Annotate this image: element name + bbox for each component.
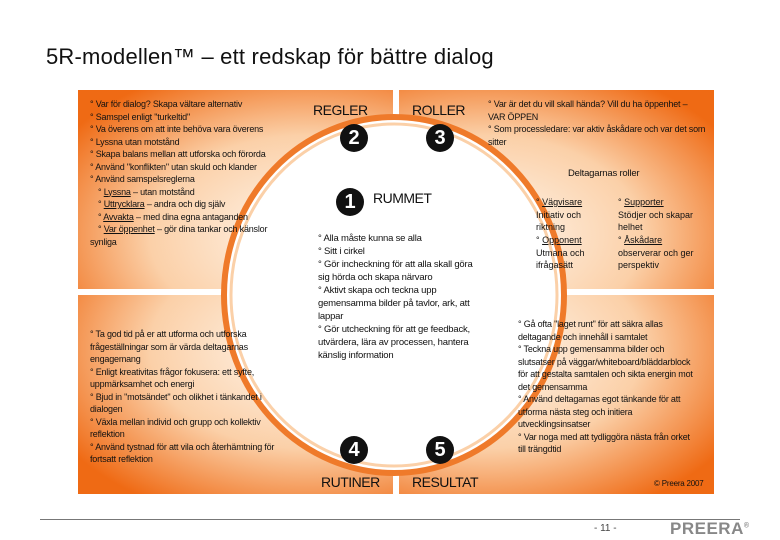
regler-line: ° Va överens om att inte behöva vara överens	[90, 124, 264, 134]
rummet-line: ° Sitt i cirkel	[318, 246, 365, 257]
rutiner-line: ° Ta god tid på er att utforma och utforska	[90, 329, 247, 339]
resultat-line: ° Gå ofta "laget runt" för att säkra allas	[518, 319, 663, 329]
rutiner-line: ° Enligt kreativitas frågor fokusera: ett syfte,	[90, 366, 255, 377]
rummet-line: utvärdera, lära av processen, hantera	[318, 337, 469, 348]
resultat-line: deltagande och innehåll i samtalet	[518, 331, 648, 342]
regler-line: ° Samspel enligt "turkeltid"	[90, 111, 190, 122]
number-5-badge: 5	[426, 436, 454, 464]
role-opponent: ° Opponent Utmana och ifrågasätt	[536, 235, 585, 270]
rutiner-line: ° Växla mellan individ och grupp och kollektiv	[90, 416, 261, 427]
rutiner-line: engagemang	[90, 354, 141, 364]
rutiner-line: fortsatt reflektion	[90, 454, 153, 464]
preera-logo: PREERA®	[670, 519, 750, 538]
rutiner-line: ° Använd tystnad för att vila och återhämtning för	[90, 441, 275, 452]
regler-sub-item: ° Lyssna – utan motstånd	[98, 186, 195, 197]
rummet-line: ° Gör utcheckning för att ge feedback,	[318, 324, 470, 335]
rummet-line: lappar	[318, 311, 344, 322]
rummet-text	[318, 232, 473, 362]
role-supporter: ° Supporter Stödjer och skapar helhet	[618, 197, 694, 232]
rummet-line: sig hörda och skapa närvaro	[318, 272, 433, 283]
page-number: - 11 -	[594, 523, 617, 534]
roller-line: sitter	[488, 136, 507, 147]
roller-line: VAR ÖPPEN	[488, 111, 539, 122]
resultat-line: utforma nästa steg och initiera	[518, 406, 633, 417]
role-vagvisare: ° Vägvisare Initiativ och riktning	[536, 197, 583, 232]
page-title: 5R-modellen™ – ett redskap för bättre dialog	[46, 44, 494, 69]
copyright-note: © Preera 2007	[654, 479, 704, 488]
resultat-line: ° Var noga med att tydliggöra nästa från orket	[518, 431, 690, 442]
rutiner-line: reflektion	[90, 429, 125, 439]
regler-line: ° Var för dialog? Skapa vältare alternativ	[90, 99, 243, 109]
resultat-text	[518, 318, 693, 456]
resultat-line: det gemensamma	[518, 381, 588, 392]
rummet-line: ° Alla måste kunna se alla	[318, 233, 422, 244]
regler-line: ° Använd "konflikten" utan skuld och klander	[90, 161, 257, 172]
regler-line: ° Skapa balans mellan att utforska och förorda	[90, 149, 266, 159]
rutiner-line: ° Bjud in "motsändet" och olikhet i tänkandet i	[90, 391, 262, 402]
number-2-badge: 2	[340, 124, 368, 152]
deltagarnas-roller-label: Deltagarnas roller	[568, 168, 640, 179]
rutiner-text	[90, 328, 274, 466]
role-askadare: ° Åskådare observerar och ger perspektiv	[618, 235, 694, 270]
number-3-badge: 3	[426, 124, 454, 152]
regler-text	[90, 98, 267, 248]
heading-regler: REGLER	[313, 102, 368, 118]
resultat-line: ° Använd deltagarnas egot tänkande för att	[518, 394, 681, 404]
resultat-line: för att gestalta samtalen och sikta energin mot	[518, 369, 693, 379]
rutiner-line: uppmärksamhet och energi	[90, 379, 195, 389]
regler-sub-item: ° Avvakta – med dina egna antaganden	[98, 211, 248, 222]
footer-divider	[40, 519, 740, 520]
heading-resultat: RESULTAT	[412, 474, 479, 490]
rutiner-line: frågeställningar som är värda deltagarnas	[90, 341, 248, 352]
resultat-line: slutsatser på väggar/whiteboard/bläddarblock	[518, 356, 691, 367]
rummet-line: känslig information	[318, 350, 394, 361]
rummet-line: ° Gör incheckning för att alla skall göra	[318, 259, 473, 270]
heading-rummet: RUMMET	[373, 190, 432, 206]
roller-line: ° Som processledare: var aktiv åskådare och var det som	[488, 124, 706, 134]
regler-sub-item: ° Uttrycklara – andra och dig själv	[98, 199, 226, 209]
number-1-badge: 1	[336, 188, 364, 216]
rummet-line: gemensamma bilder på tavlor, ark, att	[318, 298, 470, 309]
roller-text	[488, 98, 705, 148]
rummet-line: ° Aktivt skapa och teckna upp	[318, 285, 437, 296]
roller-line: ° Var är det du vill skall hända? Vill du ha öppenhet –	[488, 99, 688, 109]
regler-line: synliga	[90, 236, 117, 247]
resultat-line: utvecklingsinsatser	[518, 419, 591, 429]
rutiner-line: dialogen	[90, 404, 123, 414]
regler-sub-item: ° Var öppenhet – gör dina tankar och känslor	[98, 224, 268, 234]
regler-line: ° Använd samspelsreglerna	[90, 174, 195, 184]
regler-line: ° Lyssna utan motstånd	[90, 136, 180, 147]
five-r-diagram	[78, 90, 714, 494]
heading-roller: ROLLER	[412, 102, 466, 118]
resultat-line: ° Teckna upp gemensamma bilder och	[518, 344, 665, 354]
resultat-line: till trängdtid	[518, 444, 562, 454]
heading-rutiner: RUTINER	[321, 474, 380, 490]
number-4-badge: 4	[340, 436, 368, 464]
